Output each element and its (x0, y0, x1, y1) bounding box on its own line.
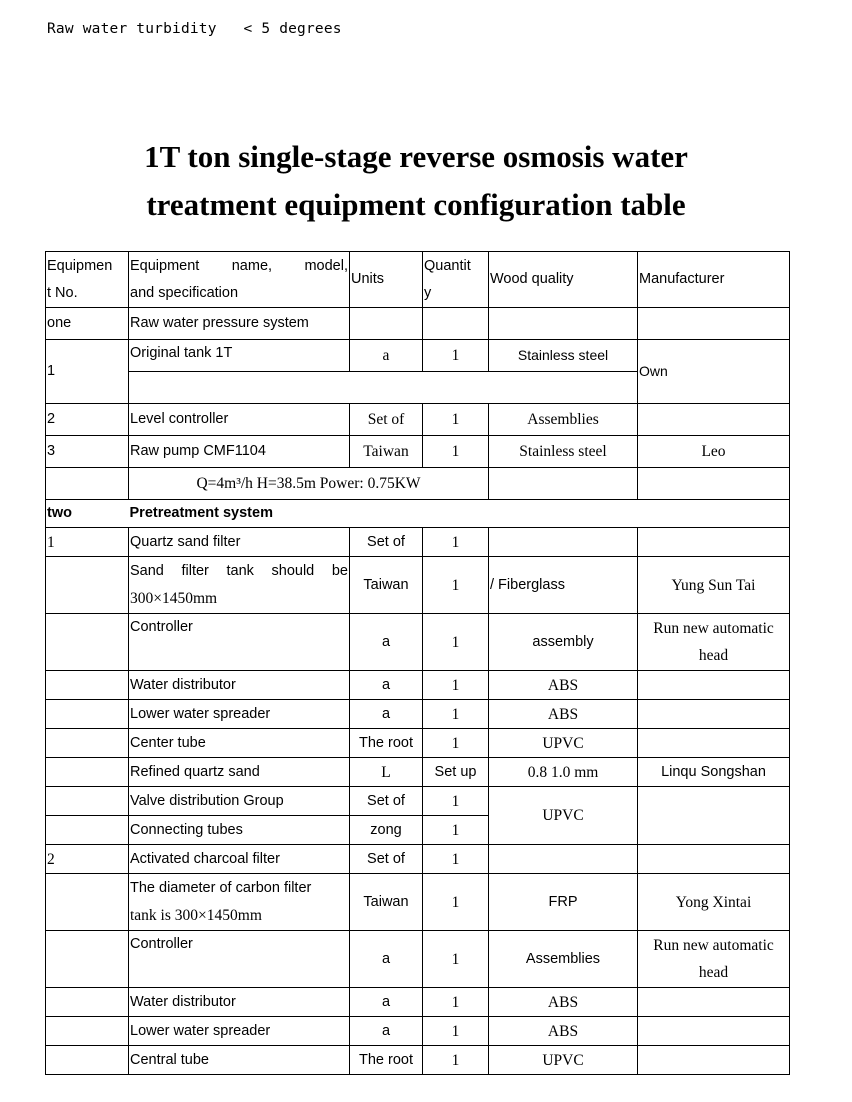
row-material: ABS (489, 1017, 638, 1046)
row-units: L (350, 758, 423, 787)
row-qty: 1 (423, 557, 489, 614)
row-material: ABS (489, 988, 638, 1017)
row-name: Original tank 1T (129, 340, 350, 372)
row-name: Lower water spreader (129, 700, 350, 729)
row-material: ABS (489, 671, 638, 700)
row-material: Stainless steel (489, 436, 638, 468)
row-no: 3 (46, 436, 129, 468)
row-units: Taiwan (350, 874, 423, 931)
row-manufacturer: Linqu Songshan (638, 758, 790, 787)
row-name: Level controller (129, 404, 350, 436)
header-units: Units (350, 252, 423, 308)
row-name: Valve distribution Group (129, 787, 350, 816)
configuration-table (45, 251, 790, 1075)
row-no: 1 (46, 340, 129, 404)
row-units: a (350, 700, 423, 729)
row-units: a (350, 340, 423, 372)
header-material: Wood quality (489, 252, 638, 308)
row-qty: 1 (423, 1017, 489, 1046)
table-row (46, 931, 790, 988)
row-name: Activated charcoal filter (129, 845, 350, 874)
row-units: Taiwan (350, 557, 423, 614)
row-qty: 1 (423, 729, 489, 758)
row-qty: 1 (423, 845, 489, 874)
header-equipment-name: Equipment name, model, and specification (129, 252, 350, 308)
row-units: The root (350, 1046, 423, 1075)
row-name: Controller (129, 931, 350, 988)
row-name: Refined quartz sand (129, 758, 350, 787)
row-name: The diameter of carbon filter tank is 300×1450mm (129, 874, 350, 931)
row-units: Set of (350, 845, 423, 874)
row-qty: 1 (423, 931, 489, 988)
turbidity-value: < 5 degrees (243, 21, 342, 37)
section-name: Pretreatment system (129, 500, 790, 528)
header-quantity: Quantit y (423, 252, 489, 308)
table-row (46, 340, 790, 372)
row-manufacturer (638, 528, 790, 557)
raw-water-turbidity-line (47, 21, 342, 37)
row-units: a (350, 988, 423, 1017)
table-header-row (46, 252, 790, 308)
row-units: a (350, 931, 423, 988)
row-name: Lower water spreader (129, 1017, 350, 1046)
table-row (46, 671, 790, 700)
row-name: Central tube (129, 1046, 350, 1075)
row-qty: 1 (423, 614, 489, 671)
section-row (46, 500, 790, 528)
table-row (46, 557, 790, 614)
section-row (46, 308, 790, 340)
row-units: The root (350, 729, 423, 758)
row-name: Controller (129, 614, 350, 671)
row-qty: 1 (423, 436, 489, 468)
row-material (489, 528, 638, 557)
row-units: Set of (350, 404, 423, 436)
page-title (0, 133, 832, 229)
row-material: Assemblies (489, 931, 638, 988)
row-qty: 1 (423, 340, 489, 372)
table-row (46, 1046, 790, 1075)
row-qty: 1 (423, 528, 489, 557)
section-no: one (46, 308, 129, 340)
table-row (46, 729, 790, 758)
row-material: Stainless steel (489, 340, 638, 372)
row-qty: 1 (423, 816, 489, 845)
row-units: Set of (350, 787, 423, 816)
row-name: Water distributor (129, 671, 350, 700)
table-row (46, 404, 790, 436)
section-name: Raw water pressure system (129, 308, 350, 340)
row-manufacturer (638, 404, 790, 436)
table-row (46, 787, 790, 816)
row-qty: 1 (423, 787, 489, 816)
title-line-2: treatment equipment configuration table (146, 187, 686, 222)
row-manufacturer: Run new automatic head (638, 931, 790, 988)
row-units: a (350, 671, 423, 700)
row-no: 1 (46, 528, 129, 557)
row-material: Assemblies (489, 404, 638, 436)
row-name: Sand filter tank should be 300×1450mm (129, 557, 350, 614)
row-manufacturer: Leo (638, 436, 790, 468)
table-row (46, 436, 790, 468)
table-row (46, 874, 790, 931)
row-material: UPVC (489, 787, 638, 845)
table-row (46, 614, 790, 671)
table-row (46, 528, 790, 557)
table-row (46, 1017, 790, 1046)
row-qty: 1 (423, 404, 489, 436)
row-name: Center tube (129, 729, 350, 758)
row-qty: Set up (423, 758, 489, 787)
row-material: assembly (489, 614, 638, 671)
pump-spec: Q=4m³/h H=38.5m Power: 0.75KW (129, 468, 489, 500)
row-material: ABS (489, 700, 638, 729)
table-row (46, 845, 790, 874)
row-manufacturer: Yung Sun Tai (638, 557, 790, 614)
row-name: Water distributor (129, 988, 350, 1017)
turbidity-label: Raw water turbidity (47, 21, 217, 37)
row-material: UPVC (489, 1046, 638, 1075)
table-row (46, 758, 790, 787)
row-manufacturer: Own (638, 340, 790, 404)
row-material: 0.8 1.0 mm (489, 758, 638, 787)
row-material: / Fiberglass (489, 557, 638, 614)
row-name: Connecting tubes (129, 816, 350, 845)
row-manufacturer: Yong Xintai (638, 874, 790, 931)
row-qty: 1 (423, 700, 489, 729)
row-name: Raw pump CMF1104 (129, 436, 350, 468)
row-manufacturer: Run new automatic head (638, 614, 790, 671)
row-units: Taiwan (350, 436, 423, 468)
row-units: a (350, 1017, 423, 1046)
row-units: zong (350, 816, 423, 845)
row-name: Quartz sand filter (129, 528, 350, 557)
header-equipment-no: Equipmen t No. (46, 252, 129, 308)
row-no: 2 (46, 404, 129, 436)
table-row (46, 988, 790, 1017)
title-line-1: 1T ton single-stage reverse osmosis water (144, 139, 688, 174)
row-qty: 1 (423, 1046, 489, 1075)
row-qty: 1 (423, 671, 489, 700)
table-row-spec (46, 468, 790, 500)
row-qty: 1 (423, 988, 489, 1017)
table-row (46, 700, 790, 729)
header-manufacturer: Manufacturer (638, 252, 790, 308)
row-units: Set of (350, 528, 423, 557)
row-material: UPVC (489, 729, 638, 758)
row-material: FRP (489, 874, 638, 931)
row-qty: 1 (423, 874, 489, 931)
section-no: two (46, 500, 129, 528)
row-no: 2 (46, 845, 129, 874)
row-units: a (350, 614, 423, 671)
